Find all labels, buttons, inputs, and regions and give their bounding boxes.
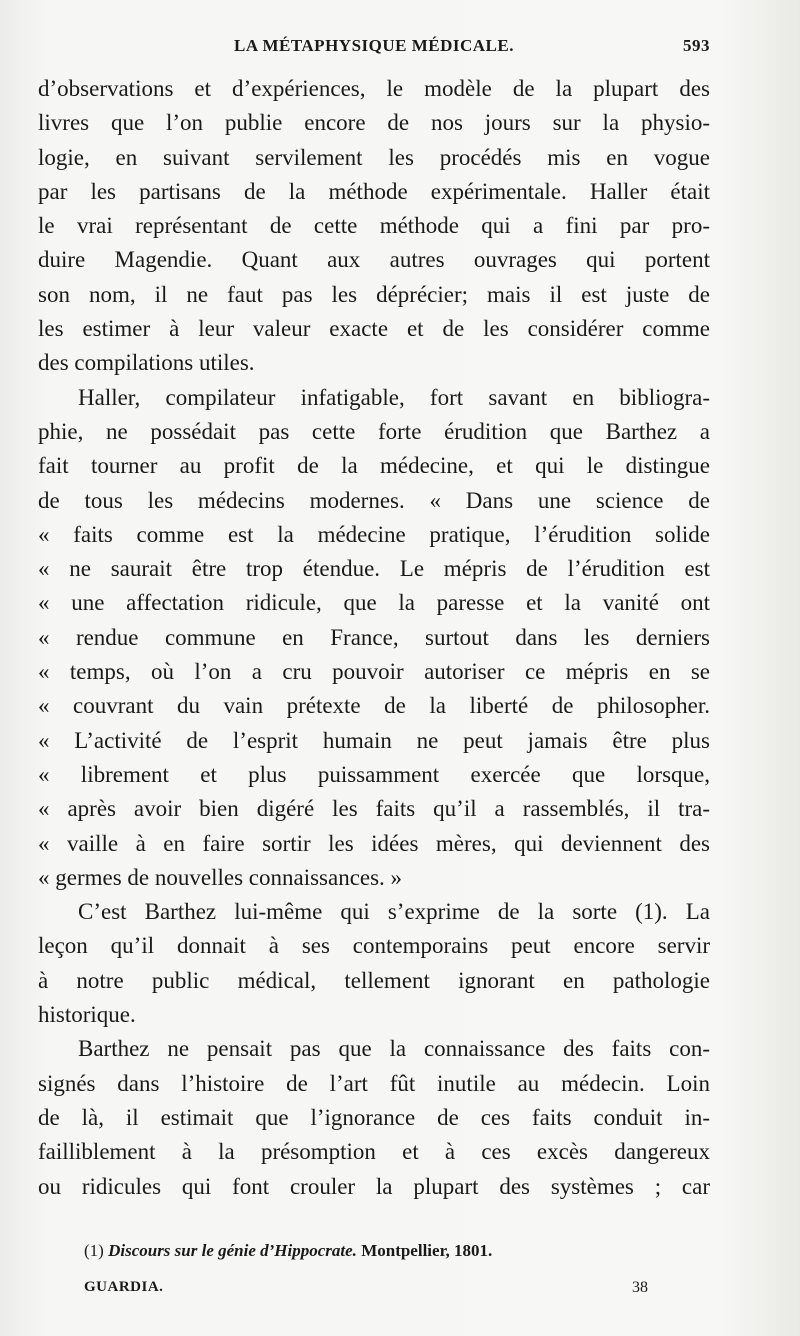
text-line: « couvrant du vain prétexte de la liberté de philosopher. [38, 693, 710, 719]
text-line: phie, ne possédait pas cette forte érudition que Barthez a [38, 418, 710, 444]
footnote [84, 1241, 714, 1261]
text-line: livres que l’on publie encore de nos jours sur la physio- [38, 110, 710, 136]
footnote-publication: Montpellier, 1801. [361, 1241, 493, 1260]
footnote-marker: (1) [84, 1241, 104, 1260]
paragraph [38, 381, 710, 895]
text-line: duire Magendie. Quant aux autres ouvrages qui portent [38, 247, 710, 273]
paragraph [38, 895, 710, 1032]
body-text [38, 72, 710, 1204]
text-line: Haller, compilateur infatigable, fort savant en bibliogra- [78, 384, 710, 410]
text-line: le vrai représentant de cette méthode qui a fini par pro- [38, 213, 710, 239]
text-line: « germes de nouvelles connaissances. » [38, 864, 403, 890]
text-line: « ne saurait être trop étendue. Le mépris de l’érudition est [38, 556, 710, 582]
running-head [38, 36, 710, 58]
text-line: Barthez ne pensait pas que la connaissance des faits con- [78, 1036, 710, 1062]
text-line: des compilations utiles. [38, 350, 255, 376]
text-line: « L’activité de l’esprit humain ne peut jamais être plus [38, 727, 710, 753]
text-line: fait tourner au profit de la médecine, et qui le distingue [38, 453, 710, 479]
page-number: 593 [683, 36, 710, 55]
text-line: failliblement à la présomption et à ces excès dangereux [38, 1139, 710, 1165]
text-line: d’observations et d’expériences, le modèle de la plupart des [38, 76, 710, 101]
text-line: historique. [38, 1002, 136, 1028]
text-line: à notre public médical, tellement ignorant en pathologie [38, 967, 710, 993]
text-line: « temps, où l’on a cru pouvoir autoriser ce mépris en se [38, 659, 710, 685]
text-line: « une affectation ridicule, que la paresse et la vanité ont [38, 590, 710, 616]
paragraph [38, 1032, 710, 1203]
text-line: « librement et plus puissamment exercée que lorsque, [38, 761, 710, 787]
text-line: les estimer à leur valeur exacte et de les considérer comme [38, 316, 710, 342]
footnote-work-title: Discours sur le génie d’Hippocrate. [108, 1241, 357, 1260]
text-line: ou ridicules qui font crouler la plupart des systèmes ; car [38, 1173, 710, 1199]
text-line: « après avoir bien digéré les faits qu’il a rassemblés, il tra- [38, 796, 710, 822]
text-line: son nom, il ne faut pas les déprécier; mais il est juste de [38, 281, 710, 307]
text-line: logie, en suivant servilement les procédés mis en vogue [38, 144, 710, 170]
paragraph [38, 72, 710, 381]
text-line: signés dans l’histoire de l’art fût inutile au médecin. Loin [38, 1070, 710, 1096]
text-line: de là, il estimait que l’ignorance de ces faits conduit in- [38, 1104, 710, 1130]
text-line: « rendue commune en France, surtout dans les derniers [38, 624, 710, 650]
printer-signature: GUARDIA. [84, 1279, 164, 1295]
text-line: leçon qu’il donnait à ses contemporains peut encore servir [38, 933, 710, 959]
text-line: « vaille à en faire sortir les idées mères, qui deviennent des [38, 830, 710, 856]
running-title: LA MÉTAPHYSIQUE MÉDICALE. [234, 36, 514, 55]
text-line: C’est Barthez lui-même qui s’exprime de la sorte (1). La [78, 899, 710, 925]
text-line: par les partisans de la méthode expérimentale. Haller était [38, 178, 710, 204]
text-line: « faits comme est la médecine pratique, l’érudition solide [38, 521, 710, 547]
text-line: de tous les médecins modernes. « Dans une science de [38, 487, 710, 513]
sheet-number: 38 [632, 1279, 648, 1296]
